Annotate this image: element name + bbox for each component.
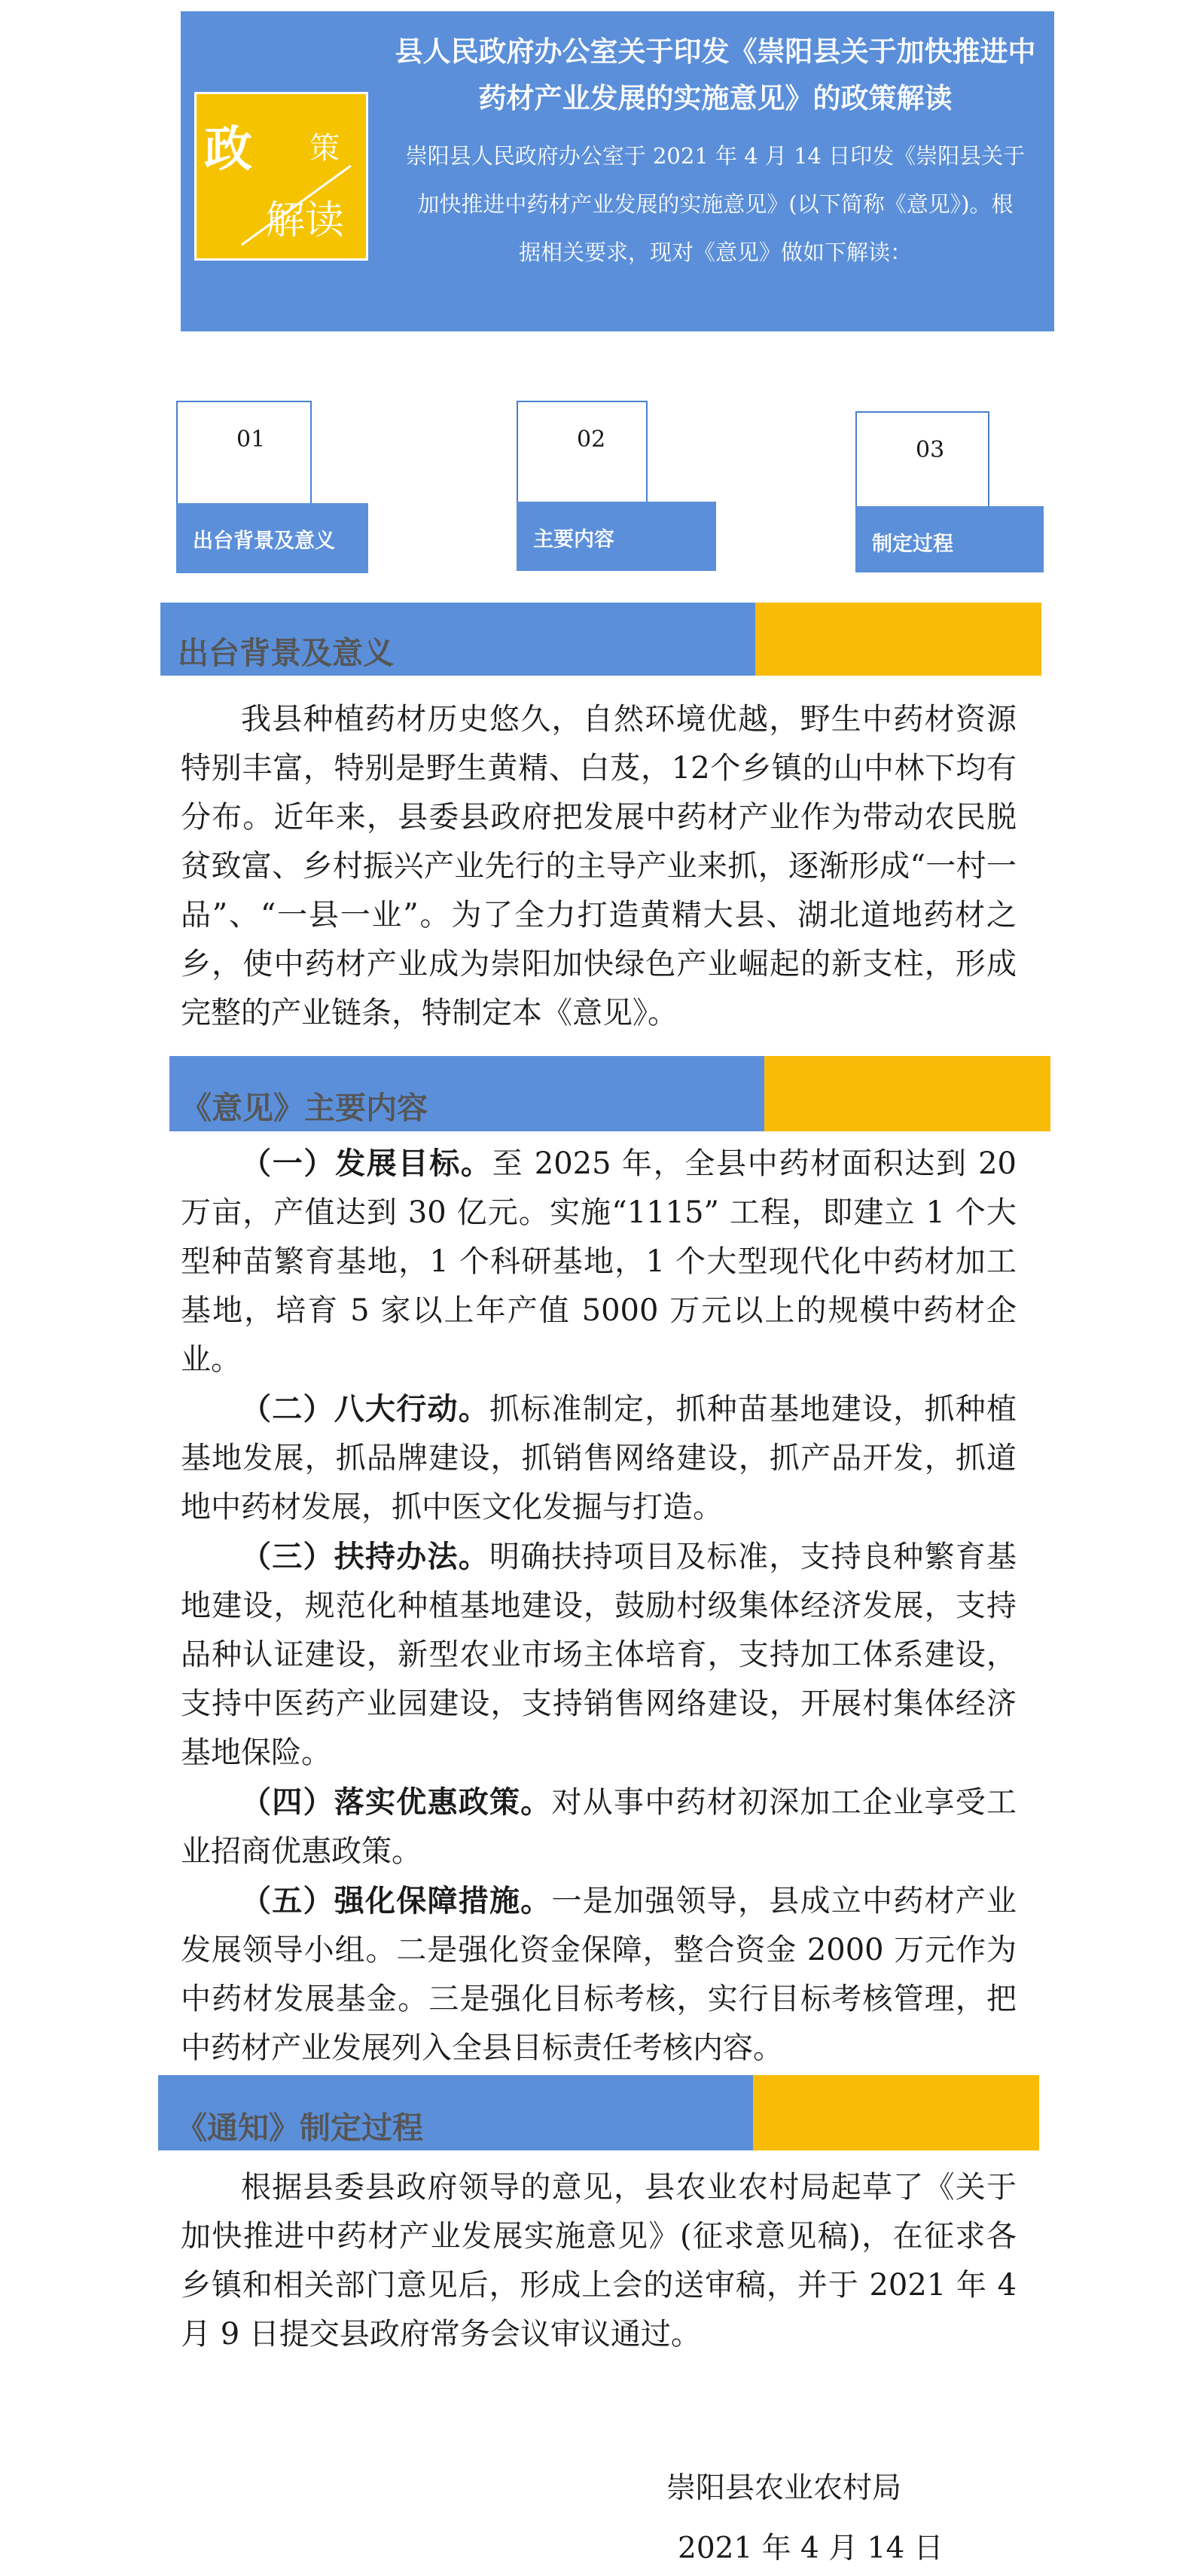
policy-logo bbox=[194, 92, 368, 261]
nav-number-02: 02 bbox=[517, 401, 648, 505]
list-item: （二）八大行动。抓标准制定，抓种苗基地建设，抓种植基地发展，抓品牌建设，抓销售网络建设，抓产品开发，抓道地中药材发展，抓中医文化发掘与打造。 bbox=[181, 1391, 1017, 1525]
section1-bar-yellow bbox=[755, 603, 1041, 676]
section3-paragraph: 根据县委县政府领导的意见，县农业农村局起草了《关于加快推进中药材产业发展实施意见》(征求意见稿)，在征求各乡镇和相关部门意见后，形成上会的送审稿，并于 2021 年 4 月 9 日提交县政府常务会议审议通过。 bbox=[181, 2170, 1017, 2352]
page-title: 县人民政府办公室关于印发《崇阳县关于加快推进中 药材产业发展的实施意见》的政策解读 bbox=[395, 35, 1036, 114]
nav-number-01: 01 bbox=[176, 401, 312, 505]
section1-title: 出台背景及意义 bbox=[178, 635, 394, 671]
nav-tab-background[interactable]: 出台背景及意义 bbox=[176, 503, 368, 573]
logo-char-zheng: 政 bbox=[204, 122, 252, 178]
section2-list bbox=[181, 1139, 1017, 2073]
list-item: （一）发展目标。至 2025 年，全县中药材面积达到 20 万亩，产值达到 30 亿元。实施“1115” 工程，即建立 1 个大型种苗繁育基地，1 个科研基地，1 个大型现代化中药材加工基地，培育 5 家以上年产值 5000 万元以上的规模中药材企业。 bbox=[181, 1146, 1017, 1377]
section1-paragraph: 我县种植药材历史悠久，自然环境优越，野生中药材资源特别丰富，特别是野生黄精、白芨，12个乡镇的山中林下均有分布。近年来，县委县政府把发展中药材产业作为带动农民脱贫致富、乡村振兴产业先行的主导产业来抓，逐渐形成“一村一品”、“一县一业”。为了全力打造黄精大县、湖北道地药材之乡，使中药材产业成为崇阳加快绿色产业崛起的新支柱，形成完整的产业链条，特制定本《意见》。 bbox=[181, 702, 1017, 1030]
signature-org: 崇阳县农业农村局 bbox=[666, 2471, 902, 2505]
logo-text-jiedu: 解读 bbox=[266, 198, 345, 243]
section3-bar-yellow bbox=[753, 2075, 1039, 2150]
nav-number-03: 03 bbox=[855, 411, 989, 510]
list-item: （五）强化保障措施。一是加强领导，县成立中药材产业发展领导小组。二是强化资金保障，整合资金 2000 万元作为中药材发展基金。三是强化目标考核，实行目标考核管理，把中药材产业发展列入全县目标责任考核内容。 bbox=[181, 1883, 1017, 2065]
section2-bar-yellow bbox=[764, 1056, 1050, 1131]
signature-date: 2021 年 4 月 14 日 bbox=[678, 2532, 944, 2565]
nav-tab-process[interactable]: 制定过程 bbox=[855, 506, 1044, 572]
nav-tab-content[interactable]: 主要内容 bbox=[517, 502, 716, 571]
logo-char-ce: 策 bbox=[309, 131, 340, 166]
section3-title: 《通知》制定过程 bbox=[176, 2110, 423, 2146]
section2-title: 《意见》主要内容 bbox=[181, 1090, 428, 1126]
header-intro: 崇阳县人民政府办公室于 2021 年 4 月 14 日印发《崇阳县关于 加快推进中药材产业发展的实施意见》(以下简称《意见》)。根 据相关要求，现对《意见》做如下解读： bbox=[405, 143, 1026, 265]
list-item: （三）扶持办法。明确扶持项目及标准，支持良种繁育基地建设，规范化种植基地建设，鼓励村级集体经济发展，支持品种认证建设，新型农业市场主体培育，支持加工体系建设，支持中医药产业园建设，支持销售网络建设，开展村集体经济基地保险。 bbox=[181, 1539, 1017, 1770]
list-item: （四）落实优惠政策。对从事中药材初深加工企业享受工业招商优惠政策。 bbox=[181, 1784, 1017, 1869]
